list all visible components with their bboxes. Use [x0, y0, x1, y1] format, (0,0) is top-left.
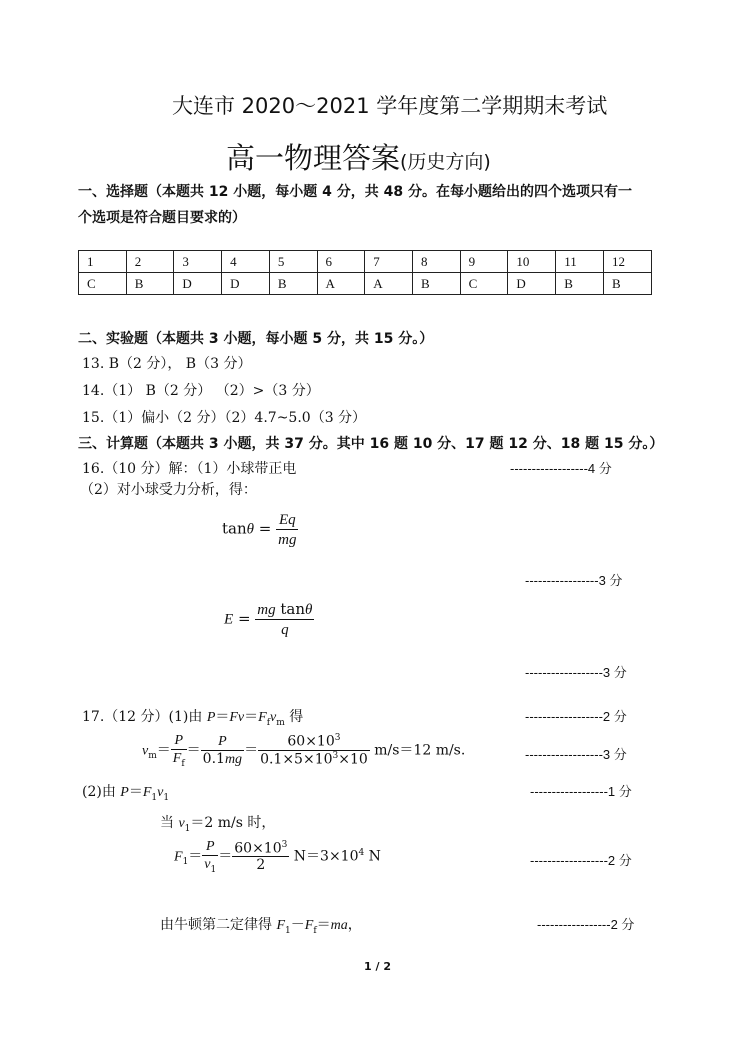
q15-answer: 15.（1）偏小（2 分）（2）4.7~5.0（3 分） — [82, 410, 367, 426]
question-number-cell: 6 — [317, 251, 365, 273]
f1-result: N＝3×10 — [289, 848, 359, 865]
answer-title-main: 高一物理答案 — [226, 141, 401, 175]
q16-line2: （2）对小球受力分析，得： — [80, 482, 257, 498]
q17-score1: ------------------2 分 — [525, 709, 627, 724]
section1-heading-line2: 个选项是符合题目要求的） — [78, 210, 246, 226]
answer-cell: B — [412, 273, 460, 295]
answer-cell: C — [79, 273, 127, 295]
vm-result: m/s＝12 m/s. — [369, 742, 466, 759]
q14-answer: 14.（1） B（2 分） （2）>（3 分） — [82, 383, 320, 399]
q17-newton: 由牛顿第二定律得 $F_1-F_f=ma$， — [160, 917, 362, 936]
page-number: 1 / 2 — [364, 960, 391, 973]
answer-title — [226, 136, 491, 177]
answer-cell: B — [604, 273, 652, 295]
q17-score4: ------------------2 分 — [530, 853, 632, 868]
question-number-cell: 12 — [604, 251, 652, 273]
answer-table — [78, 250, 652, 295]
q17-line1: 17.（12 分）(1)由 $P=Fv=F_fv_m$ 得 — [82, 709, 304, 728]
question-number-cell: 10 — [508, 251, 556, 273]
question-number-cell: 3 — [174, 251, 222, 273]
question-number-cell: 9 — [460, 251, 508, 273]
q17-score5: -----------------2 分 — [537, 917, 635, 932]
question-number-cell: 11 — [556, 251, 604, 273]
q17-when-prefix: 当 — [160, 815, 179, 831]
exam-title: 大连市 2020～2021 学年度第二学期期末考试 — [172, 94, 608, 118]
section3-heading: 三、计算题（本题共 3 小题，共 37 分。其中 16 题 10 分、17 题 12 分、18 题 15 分。） — [78, 436, 664, 452]
formula-f1: $F_1=$ $\frac{P}{v_1}$ ＝ $\frac{60\times 10^3}{2}$ $N=3\times 10^4$ N — [174, 839, 381, 875]
answer-cell: B — [556, 273, 604, 295]
q16-score1: ------------------4 分 — [510, 461, 612, 476]
answer-cell: D — [508, 273, 556, 295]
answer-table-number-row — [79, 251, 652, 273]
q17-when: 当 $v_1=2$ m/s 时， — [160, 815, 276, 834]
q17-when-tail: ＝2 m/s 时， — [190, 815, 276, 831]
question-number-cell: 5 — [269, 251, 317, 273]
q17-prefix: 17.（12 分）(1)由 — [82, 709, 207, 725]
question-number-cell: 7 — [365, 251, 413, 273]
q13-answer: 13. B（2 分）， B（3 分） — [82, 356, 252, 372]
q17-part2-prefix: (2)由 — [82, 784, 121, 800]
question-number-cell: 8 — [412, 251, 460, 273]
question-number-cell: 2 — [126, 251, 174, 273]
formula-tan-theta: tanθ = $\frac{Eq}{mg}$ — [222, 512, 297, 548]
answer-cell: A — [317, 273, 365, 295]
formula-vm: $v_m=$ $\frac{P}{F_f}$ ＝ $\frac{P}{0.1mg}$ ＝ $\frac{60\times 10^3}{0.1\times 5\times 10^3\times 10}$ m/s＝12 m/s. — [142, 733, 466, 769]
q16-score2: -----------------3 分 — [525, 573, 623, 588]
answer-table-answer-row — [79, 273, 652, 295]
answer-cell: B — [126, 273, 174, 295]
question-number-cell: 1 — [79, 251, 127, 273]
q17-part2: (2)由 $P=F_1v_1$ — [82, 784, 170, 803]
section1-heading-line1: 一、选择题（本题共 12 小题，每小题 4 分，共 48 分。在每小题给出的四个选项只有一 — [78, 184, 632, 200]
formula-e-field: E = $\frac{\text{mg tanθ}}{q}$ — [224, 600, 313, 638]
q16-score3: ------------------3 分 — [525, 665, 627, 680]
answer-cell: B — [269, 273, 317, 295]
answer-cell: D — [222, 273, 270, 295]
answer-cell: A — [365, 273, 413, 295]
q17-newton-prefix: 由牛顿第二定律得 — [160, 917, 277, 933]
q17-score3: ------------------1 分 — [530, 784, 632, 799]
q16-line1: 16.（10 分）解：（1）小球带正电 — [82, 461, 297, 477]
answer-title-note: (历史方向) — [400, 151, 491, 173]
question-number-cell: 4 — [222, 251, 270, 273]
answer-cell: C — [460, 273, 508, 295]
answer-cell: D — [174, 273, 222, 295]
section2-heading: 二、实验题（本题共 3 小题，每小题 5 分，共 15 分。） — [78, 331, 434, 347]
q17-score2: ------------------3 分 — [525, 747, 627, 762]
